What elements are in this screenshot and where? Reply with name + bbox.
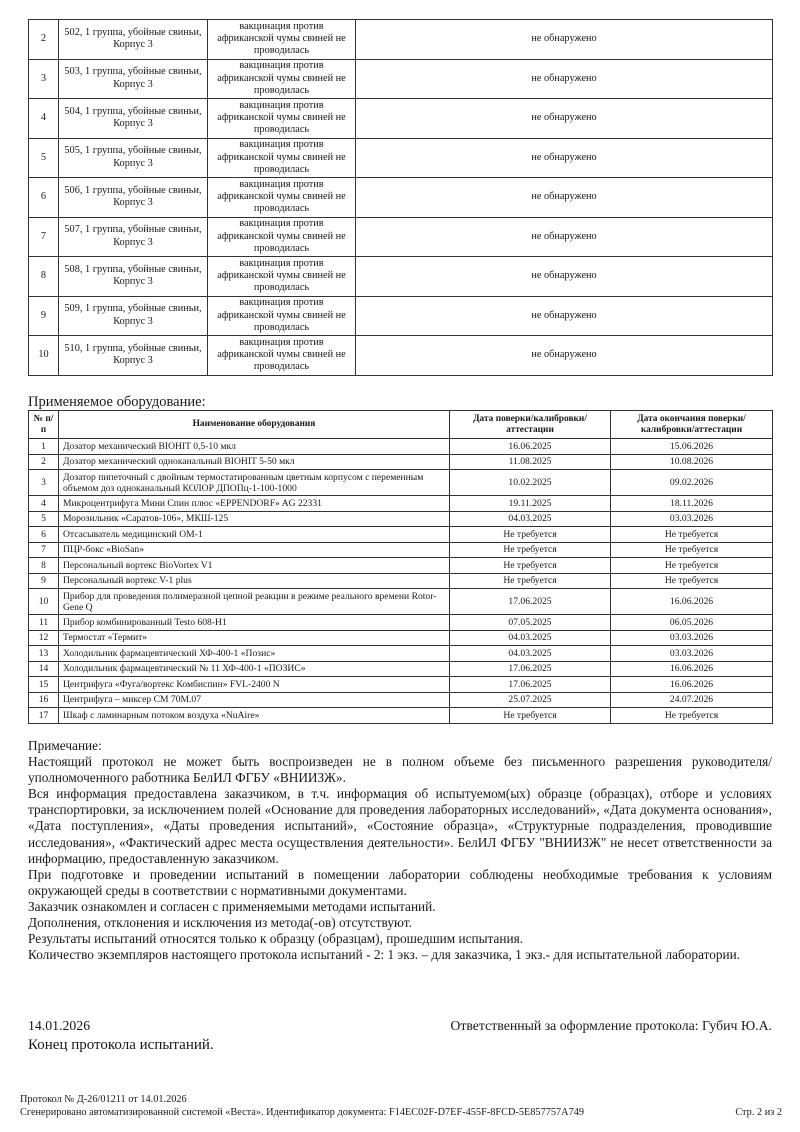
table-row bbox=[29, 527, 773, 543]
sample-description: 504, 1 группа, убойные свиньи, Корпус 3 bbox=[59, 99, 208, 139]
check-date: 04.03.2025 bbox=[450, 646, 611, 662]
equipment-name: Персональный вортекс BioVortex V1 bbox=[59, 558, 450, 574]
table-row bbox=[29, 573, 773, 589]
equipment-name: Отсасыватель медицинский ОМ-1 bbox=[59, 527, 450, 543]
equipment-name: Дозатор пипеточный с двойным термостатированным цветным корпусом с переменным объемом доз одноканальный КОЛОР ДПОПц-1-100-1000 bbox=[59, 470, 450, 496]
end-date: Не требуется bbox=[611, 542, 773, 558]
generated-by: Сгенерировано автоматизированной системой «Веста». Идентификатор документа: F14EC02F-D7EF-455F-8FCD-5E857757A749 bbox=[20, 1107, 585, 1118]
table-row bbox=[29, 630, 773, 646]
equipment-name: Холодильник фармацевтический № 11 ХФ-400-1 «ПОЗИС» bbox=[59, 661, 450, 677]
vaccination-status: вакцинация против африканской чумы свиней не проводилась bbox=[208, 336, 356, 376]
table-row bbox=[29, 496, 773, 512]
test-result: не обнаружено bbox=[356, 178, 773, 218]
table-row bbox=[29, 646, 773, 662]
check-date: 04.03.2025 bbox=[450, 511, 611, 527]
row-number: 2 bbox=[29, 454, 59, 470]
table-row bbox=[29, 677, 773, 693]
check-date: 10.02.2025 bbox=[450, 470, 611, 496]
test-result: не обнаружено bbox=[356, 99, 773, 139]
end-date: 03.03.2026 bbox=[611, 630, 773, 646]
end-date: 16.06.2026 bbox=[611, 677, 773, 693]
note-paragraph: Заказчик ознакомлен и согласен с применяемыми методами испытаний. bbox=[28, 898, 436, 914]
notes-title: Примечание: bbox=[28, 738, 102, 753]
vaccination-status: вакцинация против африканской чумы свиней не проводилась bbox=[208, 296, 356, 336]
table-row bbox=[29, 692, 773, 708]
row-number: 9 bbox=[29, 296, 59, 336]
header-number: № п/п bbox=[29, 411, 59, 439]
sample-description: 508, 1 группа, убойные свиньи, Корпус 3 bbox=[59, 257, 208, 297]
sample-description: 502, 1 группа, убойные свиньи, Корпус 3 bbox=[59, 20, 208, 60]
equipment-name: ПЦР-бокс «BioSan» bbox=[59, 542, 450, 558]
table-row bbox=[29, 257, 773, 297]
row-number: 12 bbox=[29, 630, 59, 646]
end-date: 09.02.2026 bbox=[611, 470, 773, 496]
end-date: 10.08.2026 bbox=[611, 454, 773, 470]
row-number: 7 bbox=[29, 542, 59, 558]
table-row bbox=[29, 454, 773, 470]
equipment-name: Холодильник фармацевтический ХФ-400-1 «Позис» bbox=[59, 646, 450, 662]
test-result: не обнаружено bbox=[356, 296, 773, 336]
row-number: 5 bbox=[29, 138, 59, 178]
vaccination-status: вакцинация против африканской чумы свиней не проводилась bbox=[208, 59, 356, 99]
end-date: 24.07.2026 bbox=[611, 692, 773, 708]
check-date: Не требуется bbox=[450, 573, 611, 589]
table-row bbox=[29, 542, 773, 558]
row-number: 4 bbox=[29, 496, 59, 512]
check-date: 17.06.2025 bbox=[450, 677, 611, 693]
check-date: Не требуется bbox=[450, 542, 611, 558]
row-number: 8 bbox=[29, 257, 59, 297]
table-row bbox=[29, 439, 773, 455]
row-number: 10 bbox=[29, 336, 59, 376]
table-row bbox=[29, 589, 773, 615]
row-number: 17 bbox=[29, 708, 59, 724]
note-paragraph: Дополнения, отклонения и исключения из метода(-ов) отсутствуют. bbox=[28, 915, 412, 931]
row-number: 3 bbox=[29, 470, 59, 496]
equipment-name: Центрифуга – миксер СМ 70М.07 bbox=[59, 692, 450, 708]
table-row bbox=[29, 558, 773, 574]
table-row bbox=[29, 217, 773, 257]
equipment-name: Центрифуга «Фуга/вортекс Комбиспин» FVL-2400 N bbox=[59, 677, 450, 693]
vaccination-status: вакцинация против африканской чумы свиней не проводилась bbox=[208, 20, 356, 60]
test-result: не обнаружено bbox=[356, 59, 773, 99]
row-number: 7 bbox=[29, 217, 59, 257]
check-date: 17.06.2025 bbox=[450, 589, 611, 615]
end-date: 03.03.2026 bbox=[611, 646, 773, 662]
sample-description: 503, 1 группа, убойные свиньи, Корпус 3 bbox=[59, 59, 208, 99]
equipment-name: Микроцентрифуга Мини Спин плюс «EPPENDORF» AG 22331 bbox=[59, 496, 450, 512]
end-date: 06.05.2026 bbox=[611, 615, 773, 631]
row-number: 10 bbox=[29, 589, 59, 615]
check-date: 11.08.2025 bbox=[450, 454, 611, 470]
equipment-name: Персональный вортекс V-1 plus bbox=[59, 573, 450, 589]
end-date: 16.06.2026 bbox=[611, 661, 773, 677]
row-number: 13 bbox=[29, 646, 59, 662]
header-end-date: Дата окончания поверки/калибровки/аттестации bbox=[611, 411, 773, 439]
row-number: 4 bbox=[29, 99, 59, 139]
end-date: 18.11.2026 bbox=[611, 496, 773, 512]
table-row bbox=[29, 59, 773, 99]
row-number: 16 bbox=[29, 692, 59, 708]
page-footer bbox=[20, 1093, 782, 1119]
test-result: не обнаружено bbox=[356, 336, 773, 376]
notes-section bbox=[28, 738, 772, 963]
check-date: Не требуется bbox=[450, 527, 611, 543]
equipment-table bbox=[28, 410, 773, 724]
row-number: 6 bbox=[29, 178, 59, 218]
row-number: 14 bbox=[29, 661, 59, 677]
check-date: Не требуется bbox=[450, 708, 611, 724]
test-result: не обнаружено bbox=[356, 217, 773, 257]
vaccination-status: вакцинация против африканской чумы свиней не проводилась bbox=[208, 138, 356, 178]
row-number: 11 bbox=[29, 615, 59, 631]
equipment-name: Дозатор механический одноканальный BIOHIT 5-50 мкл bbox=[59, 454, 450, 470]
sample-description: 507, 1 группа, убойные свиньи, Корпус 3 bbox=[59, 217, 208, 257]
row-number: 6 bbox=[29, 527, 59, 543]
check-date: Не требуется bbox=[450, 558, 611, 574]
equipment-name: Дозатор механический BIOHIT 0,5-10 мкл bbox=[59, 439, 450, 455]
check-date: 07.05.2025 bbox=[450, 615, 611, 631]
equipment-name: Прибор комбинированный Testo 608-H1 bbox=[59, 615, 450, 631]
table-row bbox=[29, 20, 773, 60]
end-of-protocol: Конец протокола испытаний. bbox=[28, 1037, 214, 1053]
table-row bbox=[29, 661, 773, 677]
table-row bbox=[29, 511, 773, 527]
end-date: Не требуется bbox=[611, 573, 773, 589]
test-result: не обнаружено bbox=[356, 138, 773, 178]
end-date: Не требуется bbox=[611, 558, 773, 574]
row-number: 5 bbox=[29, 511, 59, 527]
page-number: Стр. 2 из 2 bbox=[735, 1107, 782, 1118]
note-paragraph: Количество экземпляров настоящего протокола испытаний - 2: 1 экз. – для заказчика, 1 экз.- для испытательной лаборатории. bbox=[28, 947, 741, 963]
check-date: 16.06.2025 bbox=[450, 439, 611, 455]
protocol-number: Протокол № Д-26/01211 от 14.01.2026 bbox=[20, 1094, 187, 1105]
equipment-section-title: Применяемое оборудование: bbox=[28, 394, 206, 410]
equipment-name: Морозильник «Саратов-106», МКШ-125 bbox=[59, 511, 450, 527]
table-row bbox=[29, 296, 773, 336]
table-row bbox=[29, 99, 773, 139]
check-date: 19.11.2025 bbox=[450, 496, 611, 512]
table-row bbox=[29, 615, 773, 631]
row-number: 3 bbox=[29, 59, 59, 99]
note-paragraph: Настоящий протокол не может быть воспроизведен не в полном объеме без письменного разрешения руководителя/уполномоченного работника БелИЛ ФГБУ «ВНИИЗЖ». bbox=[28, 754, 772, 786]
table-row bbox=[29, 178, 773, 218]
header-check-date: Дата поверки/калибровки/аттестации bbox=[450, 411, 611, 439]
signature-date: 14.01.2026 bbox=[28, 1018, 91, 1033]
table-row bbox=[29, 470, 773, 496]
row-number: 2 bbox=[29, 20, 59, 60]
end-date: Не требуется bbox=[611, 527, 773, 543]
vaccination-status: вакцинация против африканской чумы свиней не проводилась bbox=[208, 99, 356, 139]
equipment-name: Шкаф с ламинарным потоком воздуха «NuAire» bbox=[59, 708, 450, 724]
row-number: 9 bbox=[29, 573, 59, 589]
header-equipment-name: Наименование оборудования bbox=[59, 411, 450, 439]
sample-description: 510, 1 группа, убойные свиньи, Корпус 3 bbox=[59, 336, 208, 376]
check-date: 04.03.2025 bbox=[450, 630, 611, 646]
responsible-person: Ответственный за оформление протокола: Губич Ю.А. bbox=[450, 1018, 772, 1033]
note-paragraph: Вся информация предоставлена заказчиком, в т.ч. информация об испытуемом(ых) образце (образцах), отборе и условиях транспортировки, за исключением полей «Основание для проведения лабораторных исследований», «Дата документа основания», «Дата поступления», «Даты проведения испытаний», «Состояние образца», «Структурные подразделения, проводившие исследования», «Фактический адрес места осуществления деятельности». БелИЛ ФГБУ "ВНИИЗЖ" не несет ответственности за информацию, предоставленную заказчиком. bbox=[28, 786, 772, 866]
check-date: 25.07.2025 bbox=[450, 692, 611, 708]
table-row bbox=[29, 138, 773, 178]
table-row bbox=[29, 708, 773, 724]
equipment-name: Прибор для проведения полимеразной цепной реакции в режиме реального времени Rotor-Gene Q bbox=[59, 589, 450, 615]
test-result: не обнаружено bbox=[356, 20, 773, 60]
test-result: не обнаружено bbox=[356, 257, 773, 297]
sample-description: 505, 1 группа, убойные свиньи, Корпус 3 bbox=[59, 138, 208, 178]
note-paragraph: Результаты испытаний относятся только к образцу (образцам), прошедшим испытания. bbox=[28, 931, 524, 947]
vaccination-status: вакцинация против африканской чумы свиней не проводилась bbox=[208, 257, 356, 297]
table-header-row bbox=[29, 411, 773, 439]
end-date: Не требуется bbox=[611, 708, 773, 724]
row-number: 15 bbox=[29, 677, 59, 693]
row-number: 1 bbox=[29, 439, 59, 455]
vaccination-status: вакцинация против африканской чумы свиней не проводилась bbox=[208, 178, 356, 218]
samples-results-table bbox=[28, 19, 773, 376]
sample-description: 509, 1 группа, убойные свиньи, Корпус 3 bbox=[59, 296, 208, 336]
note-paragraph: При подготовке и проведении испытаний в помещении лаборатории соблюдены необходимые требования к условиям окружающей среды в соответствии с нормативными документами. bbox=[28, 866, 772, 898]
end-date: 03.03.2026 bbox=[611, 511, 773, 527]
equipment-name: Термостат «Термит» bbox=[59, 630, 450, 646]
check-date: 17.06.2025 bbox=[450, 661, 611, 677]
vaccination-status: вакцинация против африканской чумы свиней не проводилась bbox=[208, 217, 356, 257]
end-date: 16.06.2026 bbox=[611, 589, 773, 615]
sample-description: 506, 1 группа, убойные свиньи, Корпус 3 bbox=[59, 178, 208, 218]
table-row bbox=[29, 336, 773, 376]
row-number: 8 bbox=[29, 558, 59, 574]
end-date: 15.06.2026 bbox=[611, 439, 773, 455]
